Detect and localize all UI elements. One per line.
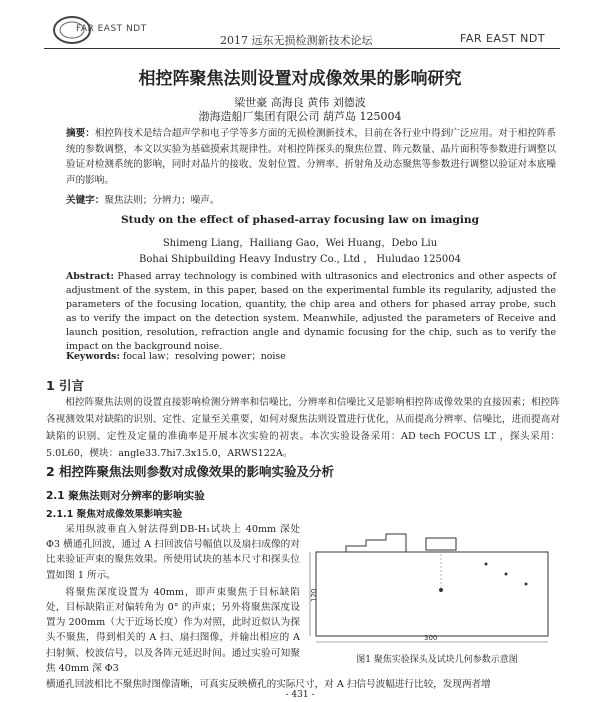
abstract-en-label: Abstract: [66, 271, 114, 282]
section-2-1-1-heading: 2.1.1 聚焦对成像效果影响实验 [46, 509, 183, 520]
authors: 梁世豪 高海良 黄伟 刘德波 [234, 96, 366, 109]
page-number: - 431 - [285, 690, 315, 700]
figure-1-diagram [306, 524, 560, 642]
keywords-zh-text: 聚焦法则；分辨力；噪声。 [104, 195, 220, 206]
keywords-en-text: focal law；resolving power；noise [122, 351, 286, 362]
header-conference-title: 2017 远东无损检测新技术论坛 [220, 34, 373, 47]
hole [505, 573, 508, 576]
figure-1-caption: 图1 聚焦实验探头及试块几何参数示意图 [356, 655, 518, 665]
paragraph: 将聚焦深度设置为 40mm，即声束聚焦于目标缺陷处，目标缺陷正对偏转角为 0° 的声束；另外将聚焦深度设置为 200mm（大于近场长度）作为对照，此时近似认为探头不聚焦，得到相关的 A 扫、扇扫图像，并输出相应的 A 扫射频、校波信号，以及各阵元延迟时间。通过实验可知聚焦 40mm 深 Φ3 [46, 586, 300, 674]
hole [485, 563, 488, 566]
keywords-en-label: Keywords: [66, 351, 120, 362]
paper-title: 相控阵聚焦法则设置对成像效果的影响研究 [138, 69, 462, 89]
authors-en: Shimeng Liang，Hailiang Gao，Wei Huang，Debo Liu [162, 238, 438, 249]
paragraph: 采用纵波垂直入射法得到DB-H₁试块上 40mm 深处 Φ3 横通孔回波，通过 A 扫回波信号幅值以及扇扫成像的对比来验证声束的聚焦效果。所使用试块的基本尺寸和探头位置如图 1 所示。 [46, 524, 300, 581]
header-right-title: FAR EAST NDT [460, 32, 546, 45]
hole [525, 583, 528, 586]
keywords-en [66, 348, 556, 362]
affiliation: 渤海造船厂集团有限公司 葫芦岛 125004 [198, 110, 402, 123]
section-1-heading: 1 引言 [46, 378, 85, 393]
abstract-zh-label: 摘要： [66, 128, 95, 139]
probe [426, 538, 456, 550]
logo-text: FAR EAST NDT [76, 24, 147, 34]
abstract-zh [66, 126, 556, 188]
affiliation-en: Bohai Shipbuilding Heavy Industry Co., Ltd ， Huludao 125004 [139, 254, 461, 265]
section-1-body: 相控阵聚焦法则的设置直接影响检测分辨率和信噪比，分辨率和信噪比又是影响相控阵成像效果的直接因素；相控阵各视测效果对缺陷的识别、定性、定量至关重要，如何对聚焦法则设置进行优化，从而提高分辨率、信噪比，进而提高对缺陷的识别、定性及定量的准确率是开展本次实验的初衷。本次实验设备采用：AD tech FOCUS LT ，探头采用：5.0L60，楔块：angle33.7hi7.3x15.0，ARWS122A。 [46, 397, 560, 459]
abstract-zh-text: 相控阵技术是结合超声学和电子学等多方面的无损检测新技术，目前在各行业中得到广泛应用。对于相控阵系统的参数调整，本文以实验为基础摸索其规律性。对相控阵探头的聚焦位置、阵元数量、晶片面积等参数进行调整以验证对检测系统的影响，同时对晶片的接收、发射位置、分辨率、折射角及动态聚焦等参数进行调整以验证对本底噪声的影响。 [66, 128, 557, 186]
dimension-height-label: 120 [310, 588, 318, 602]
keywords-zh [66, 192, 556, 206]
block-step-profile [316, 534, 548, 552]
paper-title-en: Study on the effect of phased-array focusing law on imaging [120, 214, 480, 226]
continuation-text: 横通孔回波相比不聚焦时图像清晰，可真实反映横孔的实际尺寸，对 A 扫信号波幅进行比较，发现两者增 [46, 679, 491, 690]
keywords-zh-label: 关键字： [66, 195, 105, 206]
test-block [316, 552, 548, 636]
abstract-en [66, 270, 556, 354]
header-divider [44, 48, 560, 49]
abstract-en-text: Phased array technology is combined with ultrasonics and electronics and other aspects of adjustment of the system, in this paper, based on the experimental fumble its regularity, adjusted the parameters of the focusing location, quantity, the chip area and others for phased array probe, such as to verify the impact on the detection system. Meanwhile, adjusted the parameters of Receive and launch position, resolution, refraction angle and dynamic focusing for the chip, such as to verify the impact on the background noise. [66, 271, 556, 352]
section-2-1-1-body [46, 522, 300, 676]
section-2-1-heading: 2.1 聚焦法则对分辨率的影响实验 [46, 490, 205, 502]
section-2-heading: 2 相控阵聚焦法则参数对成像效果的影响实验及分析 [46, 464, 335, 479]
dimension-length-label: 300 [424, 634, 438, 642]
